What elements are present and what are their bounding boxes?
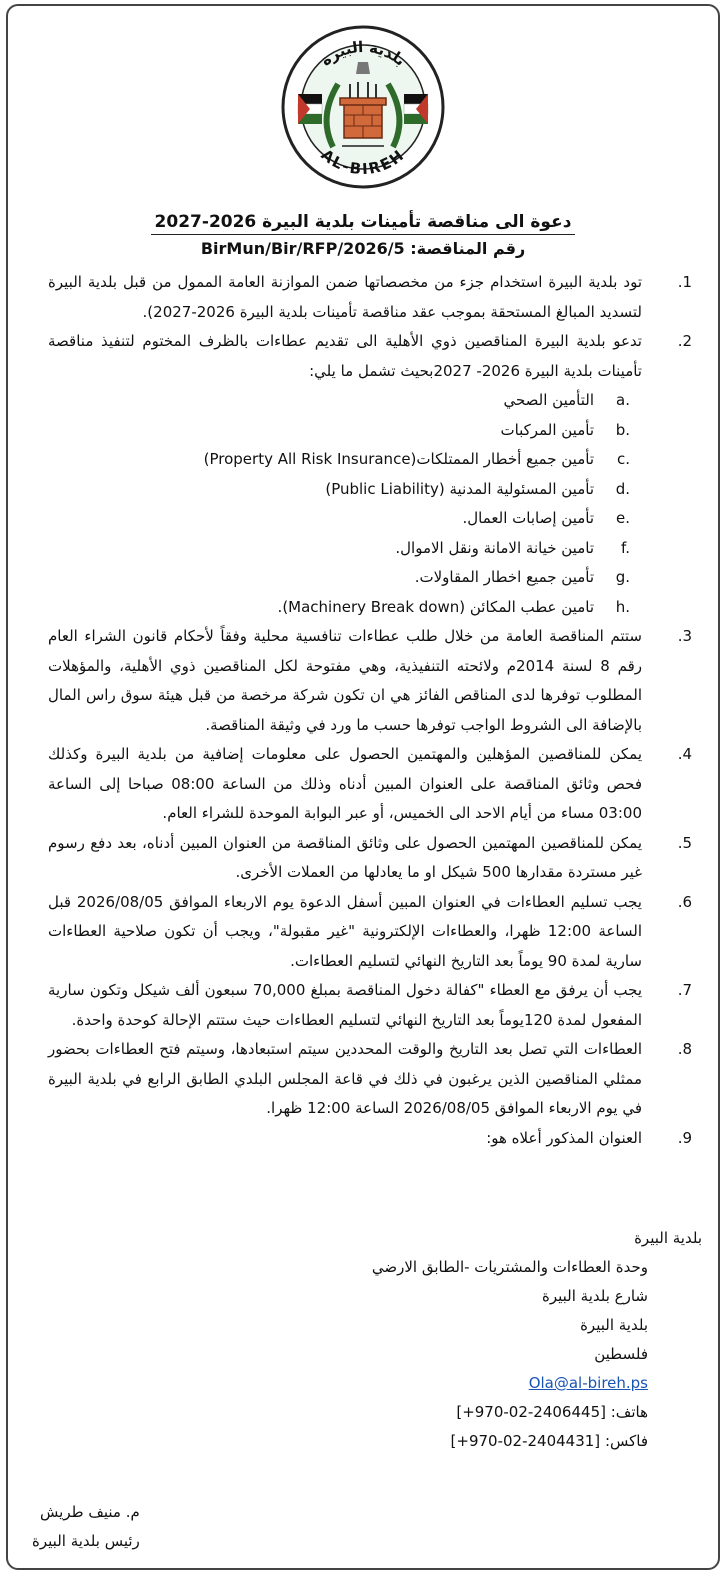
fax-row: [22, 1427, 702, 1456]
clause-text: يمكن للمناقصين المؤهلين والمهتمين الحصول على معلومات إضافية من بلدية البيرة وكذلك فحص وثائق المناقصة على العنوان المبين أدناه وذلك من الساعة 08:00 صباحا إلى الساعة 03:00 مساء من أيام الاحد الى الخميس، أو عبر البوابة الموحدة للشراء العام.: [48, 745, 642, 822]
list-letter: b.: [615, 420, 630, 439]
list-letter: c.: [616, 450, 630, 468]
page-title: دعوة الى مناقصة تأمينات بلدية البيرة 2026-2027: [151, 212, 576, 235]
list-text: تأمين جميع اخطار المقاولات.: [414, 568, 594, 586]
list-item: [48, 534, 702, 564]
list-letter: d.: [615, 479, 630, 498]
list-text: تامين عطب المكائن (Machinery Break down).: [277, 597, 594, 616]
clause-4: [48, 740, 702, 829]
al-bireh-municipality-logo: [278, 22, 448, 192]
email-row: [22, 1369, 702, 1398]
logo-arabic-text: بلدية البيرة: [317, 37, 410, 70]
list-item: [48, 504, 702, 534]
clause-1: [48, 268, 702, 327]
clause-8: [48, 1035, 702, 1124]
phone-number: [+970-02-2406445]: [456, 1403, 606, 1421]
list-text: التأمين الصحي: [503, 391, 594, 409]
fax-label: فاكس:: [604, 1432, 648, 1450]
tender-reference-number: BirMun/Bir/RFP/2026/5: [200, 239, 405, 258]
clause-text: ستتم المناقصة العامة من خلال طلب عطاءات تنافسية محلية وفقاً لأحكام قانون الشراء العام رقم 8 لسنة 2014م ولائحته التنفيذية، وهي مفتوحة لكل المناقصين ذوي الأهلية، والمؤهلات المطلوب توفرها لدى المناقص الفائز هي ان تكون شركة مرخصة من قبل هيئة سوق راس المال بالإضافة الى الشروط الواجب توفرها حسب ما ورد في وثيقة المناقصة.: [48, 627, 642, 734]
address-line: وحدة العطاءات والمشتريات -الطابق الارضي: [371, 1258, 648, 1276]
address-line: بلدية البيرة: [580, 1316, 648, 1334]
address-line: بلدية البيرة: [634, 1229, 702, 1247]
clause-number: .9: [677, 1128, 692, 1147]
clause-number: .6: [677, 892, 692, 911]
clause-number: .3: [677, 627, 692, 645]
list-item: [48, 563, 702, 593]
clause-number: .8: [677, 1040, 692, 1058]
clause-7: [48, 976, 702, 1035]
address-line: شارع بلدية البيرة: [541, 1287, 648, 1305]
list-item: [48, 416, 702, 446]
clause-number: .5: [677, 833, 692, 852]
signature-block: [32, 1498, 140, 1556]
clause-text: يمكن للمناقصين المهتمين الحصول على وثائق المناقصة من العنوان المبين أدناه، بعد دفع رسوم غير مستردة مقدارها 500 شيكل او ما يعادلها من العملات الأخرى.: [48, 833, 642, 881]
signatory-title: رئيس بلدية البيرة: [32, 1532, 140, 1550]
clause-3: [48, 622, 702, 740]
list-text: تأمين إصابات العمال.: [462, 509, 594, 527]
tender-reference-label: رقم المناقصة:: [410, 239, 526, 258]
clause-2: [48, 327, 702, 386]
clause-5: [48, 829, 702, 888]
clause-number: .4: [677, 745, 692, 763]
clause-text: تدعو بلدية البيرة المناقصين ذوي الأهلية الى تقديم عطاءات بالظرف المختوم لتنفيذ مناقصة تأمينات بلدية البيرة 2026- 2027بحيث تشمل ما يلي:: [48, 332, 642, 380]
list-letter: g.: [615, 568, 630, 586]
clause-number: .7: [677, 981, 692, 999]
email-link[interactable]: Ola@al-bireh.ps: [528, 1374, 648, 1392]
clause-text: العطاءات التي تصل بعد التاريخ والوقت المحددين سيتم استبعادها، وسيتم فتح العطاءات بحضور ممثلي المناقصين الذين يرغبون في ذلك في قاعة المجلس البلدي الطابق الرابع في بلدية البيرة في يوم الاربعاء الموافق 2026/08/05 الساعة 12:00 ظهرا.: [48, 1040, 642, 1117]
tender-reference: [8, 239, 718, 258]
contact-address: [22, 1224, 702, 1456]
list-letter: h.: [615, 597, 630, 616]
address-line: فلسطين: [594, 1345, 648, 1363]
list-text: تأمين المسئولية المدنية (Public Liability): [325, 479, 594, 498]
clause-text: العنوان المذكور أعلاه هو:: [486, 1128, 642, 1147]
phone-label: هاتف:: [610, 1403, 648, 1421]
announcement-page: [6, 4, 720, 1570]
clause-number: .1: [677, 273, 692, 291]
list-item: [48, 445, 702, 475]
clause-9: [48, 1124, 702, 1154]
list-text: تأمين المركبات: [500, 420, 594, 439]
announcement-heading: [8, 212, 718, 258]
list-item: [48, 475, 702, 505]
signatory-name: م. منيف طريش: [40, 1503, 140, 1521]
municipality-seal-icon: [278, 22, 448, 192]
list-letter: a.: [616, 391, 630, 409]
list-text: تأمين جميع أخطار الممتلكات(Property All Risk Insurance): [203, 450, 594, 468]
fax-number: [+970-02-2404431]: [450, 1432, 601, 1450]
clause-6: [48, 888, 702, 977]
phone-row: [22, 1398, 702, 1427]
clause-number: .2: [677, 332, 692, 350]
list-item: [48, 386, 702, 416]
announcement-body: [48, 268, 702, 1153]
insurance-types-list: [48, 386, 702, 622]
list-item: [48, 593, 702, 623]
list-letter: e.: [616, 509, 630, 527]
list-letter: f.: [621, 538, 630, 557]
clause-text: يجب تسليم العطاءات في العنوان المبين أسفل الدعوة يوم الاربعاء الموافق 2026/08/05 قبل الساعة 12:00 ظهرا، والعطاءات الإلكترونية "غير مقبولة"، ويجب أن تكون صلاحية العطاءات سارية لمدة 90 يوماً بعد التاريخ النهائي لتسليم العطاءات.: [48, 892, 643, 970]
clause-text: يجب أن يرفق مع العطاء "كفالة دخول المناقصة بمبلغ 70,000 سبعون ألف شيكل وتكون سارية المفعول لمدة 120يوماً بعد التاريخ النهائي لتسليم العطاءات حيث ستتم الإحالة كوحدة واحدة.: [48, 981, 642, 1029]
clause-text: تود بلدية البيرة استخدام جزء من مخصصاتها ضمن الموازنة العامة الممول من قبل بلدية البيرة لتسديد المبالغ المستحقة بموجب عقد مناقصة تأمينات بلدية البيرة 2026-2027).: [48, 273, 642, 321]
list-text: تامين خيانة الامانة ونقل الاموال.: [395, 538, 594, 557]
logo-latin-text: AL-BIREH: [317, 145, 409, 179]
